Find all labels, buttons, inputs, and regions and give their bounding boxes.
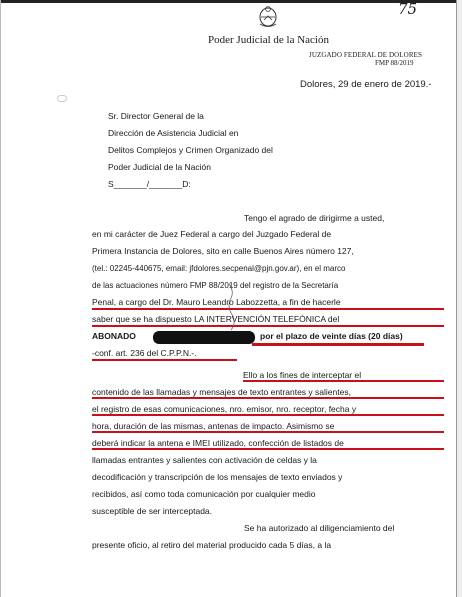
body-line: contenido de las llamadas y mensajes de texto entrantes y salientes, — [92, 387, 351, 397]
body-line: hora, duración de las mismas, antenas de impacto. Asimismo se — [92, 421, 335, 431]
body-line: Penal, a cargo del Dr. Mauro Leandro Labozzetta, a fin de hacerle — [92, 297, 341, 307]
case-number: FMP 88/2019 — [375, 59, 414, 67]
body-line: Se ha autorizado al diligenciamiento del — [244, 523, 395, 533]
body-line: susceptible de ser interceptada. — [92, 506, 213, 516]
red-underline — [92, 448, 444, 450]
court-name: JUZGADO FEDERAL DE DOLORES — [309, 51, 422, 59]
redacted-phone-number — [153, 331, 255, 344]
addressee-line: Poder Judicial de la Nación — [108, 162, 212, 172]
red-underline — [92, 308, 444, 310]
body-line: en mi carácter de Juez Federal a cargo del Juzgado Federal de — [92, 229, 332, 239]
body-line: -conf. art. 236 del C.P.P.N.-. — [92, 348, 197, 358]
scan-top-edge — [0, 0, 462, 3]
body-line: por el plazo de veinte días (20 días) — [260, 331, 403, 341]
red-underline — [92, 359, 237, 361]
body-line: Ello a los fines de interceptar el — [243, 370, 362, 380]
body-line: deberá indicar la antena e IMEI utilizado, confección de listados de — [92, 438, 344, 448]
body-line: (tel.: 02245-440675, email: jfdolores.secpenal@pjn.gov.ar), en el marco — [92, 264, 346, 273]
red-underline — [252, 343, 424, 346]
addressee-line: Delitos Complejos y Crimen Organizado del — [108, 145, 273, 155]
addressee-salutation: S_______/_______D: — [108, 179, 191, 189]
scan-right-edge — [456, 0, 462, 597]
punch-hole-mark — [57, 95, 67, 102]
scan-left-edge — [0, 0, 1, 597]
body-line: el registro de esas comunicaciones, nro. emisor, nro. receptor, fecha y — [92, 404, 357, 414]
date-line: Dolores, 29 de enero de 2019.- — [300, 79, 432, 90]
body-line: de las actuaciones número FMP 88/2019 del registro de la Secretaría — [92, 281, 339, 290]
coat-of-arms-icon — [257, 4, 279, 28]
red-underline — [92, 414, 444, 416]
body-line: llamadas entrantes y salientes con activación de celdas y la — [92, 455, 317, 465]
body-line: Primera Instancia de Dolores, sito en calle Buenos Aires número 127, — [92, 246, 354, 256]
red-underline — [243, 380, 444, 382]
red-underline — [92, 325, 444, 327]
stamp-mark-icon — [225, 282, 239, 332]
body-line: ABONADO — [92, 331, 136, 341]
addressee-line: Dirección de Asistencia Judicial en — [108, 128, 239, 138]
red-underline — [92, 397, 444, 399]
institution-title: Poder Judicial de la Nación — [208, 34, 329, 46]
addressee-line: Sr. Director General de la — [108, 111, 204, 121]
handwritten-page-number: 75 — [398, 0, 418, 18]
body-line: saber que se ha dispuesto LA INTERVENCIÓN TELEFÓNICA del — [92, 314, 340, 324]
red-underline — [92, 431, 444, 433]
body-line: presente oficio, al retiro del material producido cada 5 días, a la — [92, 540, 332, 550]
body-line: Tengo el agrado de dirigirme a usted, — [244, 213, 385, 223]
body-line: decodificación y transcripción de los mensajes de texto enviados y — [92, 472, 343, 482]
body-line: recibidos, así como toda comunicación por cualquier medio — [92, 489, 316, 499]
